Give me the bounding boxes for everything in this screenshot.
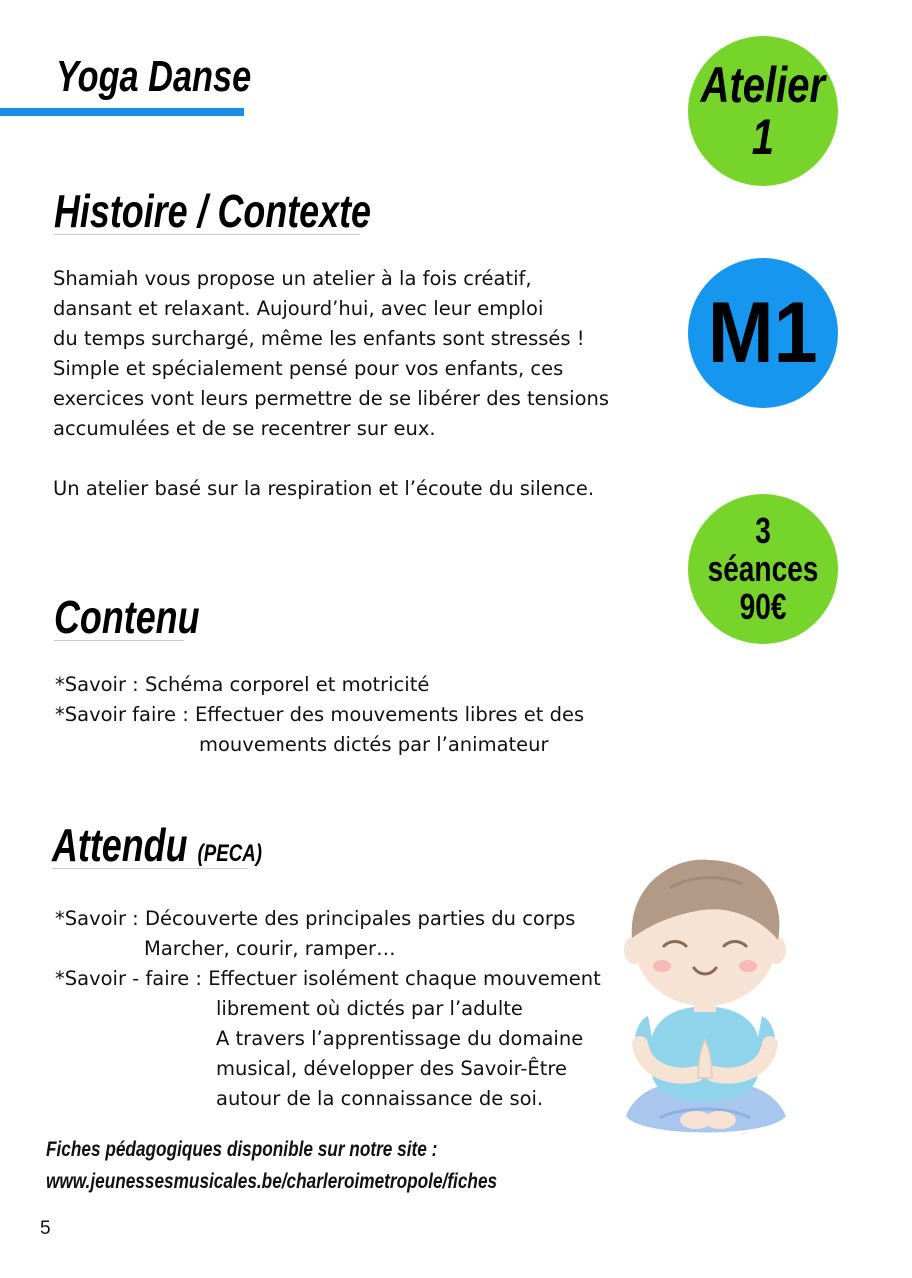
attendu-line: musical, développer des Savoir-Être (216, 1057, 567, 1080)
histoire-line: dansant et relaxant. Aujourd’hui, avec leur emploi (53, 297, 544, 320)
level-badge-label: M1 (708, 284, 818, 381)
page-number: 5 (40, 1218, 51, 1239)
page-title: Yoga Danse (56, 52, 252, 101)
contenu-list (55, 670, 675, 760)
attendu-line: A travers l’apprentissage du domaine (216, 1027, 584, 1050)
footer-note (46, 1134, 606, 1198)
histoire-line: Simple et spécialement pensé pour vos enfants, ces (53, 357, 564, 380)
attendu-line: Marcher, courir, ramper… (144, 937, 396, 960)
title-accent-bar (0, 108, 244, 116)
histoire-heading-block (54, 185, 372, 237)
histoire-line: Shamiah vous propose un atelier à la fois créatif, (53, 267, 532, 290)
attendu-heading: Attendu (52, 819, 188, 871)
level-badge (688, 258, 838, 408)
histoire-line: exercices vont leurs permettre de se libérer des tensions (53, 387, 610, 410)
atelier-badge-line2: 1 (751, 109, 775, 165)
contenu-line-continued: mouvements dictés par l’animateur (199, 733, 549, 756)
histoire-line: du temps surchargé, même les enfants sont stressés ! (53, 327, 585, 350)
atelier-badge (688, 36, 838, 186)
histoire-paragraph (53, 264, 673, 504)
attendu-subheading: (PECA) (197, 840, 262, 867)
attendu-list (55, 904, 655, 1114)
price-badge (688, 494, 838, 644)
histoire-closing: Un atelier basé sur la respiration et l’écoute du silence. (53, 477, 595, 500)
price-badge-line2: 90€ (739, 585, 787, 627)
atelier-badge-line1: Atelier (700, 56, 826, 113)
attendu-line: *Savoir - faire : Effectuer isolément chaque mouvement (55, 967, 601, 990)
histoire-line: accumulées et de se recentrer sur eux. (53, 417, 436, 440)
contenu-line-savoir: *Savoir : Schéma corporel et motricité (55, 673, 430, 696)
attendu-line: librement où dictés par l’adulte (216, 997, 523, 1020)
attendu-line: autour de la connaissance de soi. (216, 1087, 544, 1110)
contenu-line-savoir-faire: *Savoir faire : Effectuer des mouvements libres et des (55, 703, 585, 726)
footer-site-link[interactable]: www.jeunessesmusicales.be/charleroimetropole/fiches (46, 1170, 498, 1193)
histoire-heading: Histoire / Contexte (54, 185, 372, 237)
attendu-heading-block (52, 819, 262, 871)
footer-note-line1: Fiches pédagogiques disponible sur notre site : (46, 1138, 438, 1161)
attendu-line: *Savoir : Découverte des principales parties du corps (55, 907, 576, 930)
yoga-child-illustration (610, 848, 800, 1148)
price-badge-line1: 3 séances (707, 510, 819, 590)
contenu-heading: Contenu (54, 591, 200, 643)
attendu-heading-wrap (52, 819, 262, 877)
contenu-heading-block (54, 591, 200, 643)
